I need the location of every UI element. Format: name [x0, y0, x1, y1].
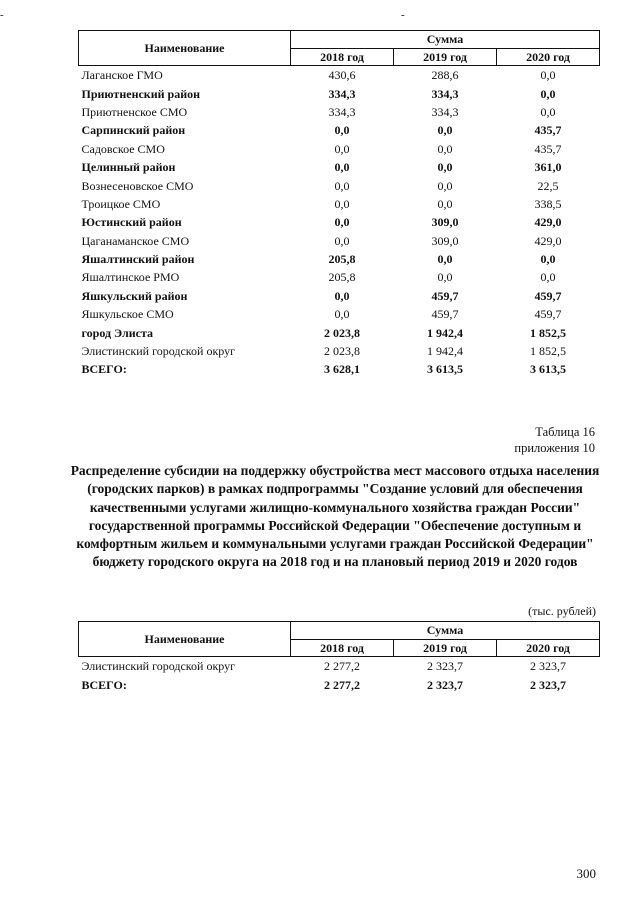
value-2020: 429,0 — [534, 233, 562, 248]
value-2019: 0,0 — [437, 196, 453, 211]
value-2018: 3 628,1 — [324, 362, 360, 377]
value-2020: 1 852,5 — [530, 344, 567, 359]
table-row — [79, 305, 600, 323]
value-2020: 338,5 — [534, 196, 562, 211]
value-2020: 0,0 — [540, 86, 556, 101]
value-2019: 3 613,5 — [427, 362, 463, 377]
column-header-2019: 2019 год — [394, 48, 497, 66]
value-2018: 0,0 — [334, 196, 350, 211]
value-2018: 2 023,8 — [324, 325, 360, 340]
row-name: Приютненский район — [81, 86, 201, 101]
value-2019: 1 942,4 — [427, 344, 463, 359]
table-row — [79, 657, 600, 676]
value-2020: 2 323,7 — [530, 659, 567, 674]
value-2019: 309,0 — [431, 233, 459, 248]
value-2018: 0,0 — [334, 123, 350, 138]
table-row — [79, 232, 600, 250]
table-caption — [514, 424, 595, 456]
value-2019: 288,6 — [431, 68, 459, 83]
value-2018: 2 023,8 — [324, 344, 360, 359]
column-header-2018: 2018 год — [291, 48, 394, 66]
row-name: Яшалтинский район — [81, 252, 195, 267]
value-2018: 205,8 — [328, 270, 356, 285]
value-2020: 429,0 — [534, 215, 562, 230]
row-name: ВСЕГО: — [81, 362, 127, 377]
appendix-number: приложения 10 — [514, 441, 595, 455]
row-name: Садовское СМО — [81, 141, 165, 156]
value-2020: 1 852,5 — [530, 325, 567, 340]
value-2019: 2 323,7 — [427, 659, 463, 674]
table-row — [79, 66, 600, 85]
value-2019: 0,0 — [437, 270, 453, 285]
value-2019: 0,0 — [437, 252, 453, 267]
column-header-2018: 2018 год — [291, 639, 394, 657]
value-2020: 459,7 — [534, 288, 562, 303]
table-row — [79, 342, 600, 360]
value-2019: 309,0 — [431, 215, 459, 230]
column-header-sum: Сумма — [291, 622, 600, 640]
row-name: Целинный район — [81, 160, 176, 175]
row-name: Вознесеновское СМО — [81, 178, 194, 193]
value-2018: 334,3 — [328, 104, 356, 119]
table-row — [79, 675, 600, 693]
row-name: Элистинский городской округ — [81, 659, 236, 674]
table-row — [79, 103, 600, 121]
row-name: город Элиста — [81, 325, 154, 340]
value-2018: 0,0 — [334, 141, 350, 156]
table-row — [79, 213, 600, 231]
value-2019: 0,0 — [437, 178, 453, 193]
value-2020: 0,0 — [540, 68, 556, 83]
table-row — [79, 323, 600, 341]
column-header-sum: Сумма — [291, 31, 600, 49]
subsidy-table-2 — [78, 621, 600, 694]
value-2018: 2 277,2 — [324, 677, 360, 692]
table-row — [79, 268, 600, 286]
value-2019: 1 942,4 — [427, 325, 463, 340]
subsidy-table-1 — [78, 30, 600, 379]
value-2020: 0,0 — [540, 270, 556, 285]
value-2019: 334,3 — [431, 86, 459, 101]
column-header-2020: 2020 год — [497, 639, 600, 657]
value-2020: 22,5 — [537, 178, 559, 193]
row-name: Элистинский городской округ — [81, 344, 236, 359]
value-2020: 361,0 — [534, 160, 562, 175]
value-2020: 435,7 — [534, 141, 562, 156]
table-row — [79, 176, 600, 194]
value-2019: 459,7 — [431, 288, 459, 303]
table-row — [79, 195, 600, 213]
value-2020: 2 323,7 — [530, 677, 567, 692]
row-name: Сарпинский район — [81, 123, 186, 138]
value-2019: 0,0 — [437, 160, 453, 175]
table-row — [79, 360, 600, 378]
value-2018: 0,0 — [334, 288, 350, 303]
table-row — [79, 121, 600, 139]
value-2019: 0,0 — [437, 123, 453, 138]
value-2019: 334,3 — [431, 104, 459, 119]
value-2018: 0,0 — [334, 160, 350, 175]
units-label: (тыс. рублей) — [528, 604, 596, 618]
column-header-2020: 2020 год — [497, 48, 600, 66]
table-row — [79, 250, 600, 268]
row-name: Цаганаманское СМО — [81, 233, 190, 248]
table-row — [79, 287, 600, 305]
value-2019: 2 323,7 — [427, 677, 463, 692]
table-number: Таблица 16 — [535, 425, 595, 439]
value-2020: 435,7 — [534, 123, 562, 138]
value-2019: 0,0 — [437, 141, 453, 156]
value-2018: 205,8 — [328, 252, 356, 267]
row-name: Троицкое СМО — [81, 196, 161, 211]
column-header-name: Наименование — [79, 622, 291, 657]
row-name: Лаганское ГМО — [81, 68, 163, 83]
section-title: Распределение субсидии на поддержку обустройства мест массового отдыха населения (городских парков) в рамках подпрограммы "Создание условий для обеспечения качественными услугами жилищно-коммунального хозяйства граждан России" государственной программы Российской Федерации "Обеспечение доступным и комфортным жильем и коммунальными услугами граждан Российской Федерации" бюджету городского округа на 2018 год и на плановый период 2019 и 2020 годов — [70, 463, 600, 570]
row-name: Юстинский район — [81, 215, 182, 230]
row-name: Яшкульское СМО — [81, 307, 174, 322]
value-2018: 334,3 — [328, 86, 356, 101]
value-2020: 0,0 — [540, 252, 556, 267]
value-2018: 0,0 — [334, 215, 350, 230]
value-2018: 0,0 — [334, 307, 350, 322]
value-2018: 430,6 — [328, 68, 356, 83]
value-2019: 459,7 — [431, 307, 459, 322]
margin-mark-left: - — [0, 9, 4, 21]
table-row — [79, 84, 600, 102]
value-2020: 459,7 — [534, 307, 562, 322]
table-row — [79, 140, 600, 158]
row-name: Приютненское СМО — [81, 104, 188, 119]
row-name: Яшалтинское РМО — [81, 270, 180, 285]
value-2018: 0,0 — [334, 178, 350, 193]
column-header-2019: 2019 год — [394, 639, 497, 657]
row-name: ВСЕГО: — [81, 677, 127, 692]
column-header-name: Наименование — [79, 31, 291, 66]
table-row — [79, 158, 600, 176]
value-2018: 0,0 — [334, 233, 350, 248]
row-name: Яшкульский район — [81, 288, 188, 303]
margin-mark-center: - — [401, 9, 405, 21]
value-2018: 2 277,2 — [324, 659, 360, 674]
value-2020: 3 613,5 — [530, 362, 567, 377]
page-number: 300 — [576, 866, 596, 881]
value-2020: 0,0 — [540, 104, 556, 119]
